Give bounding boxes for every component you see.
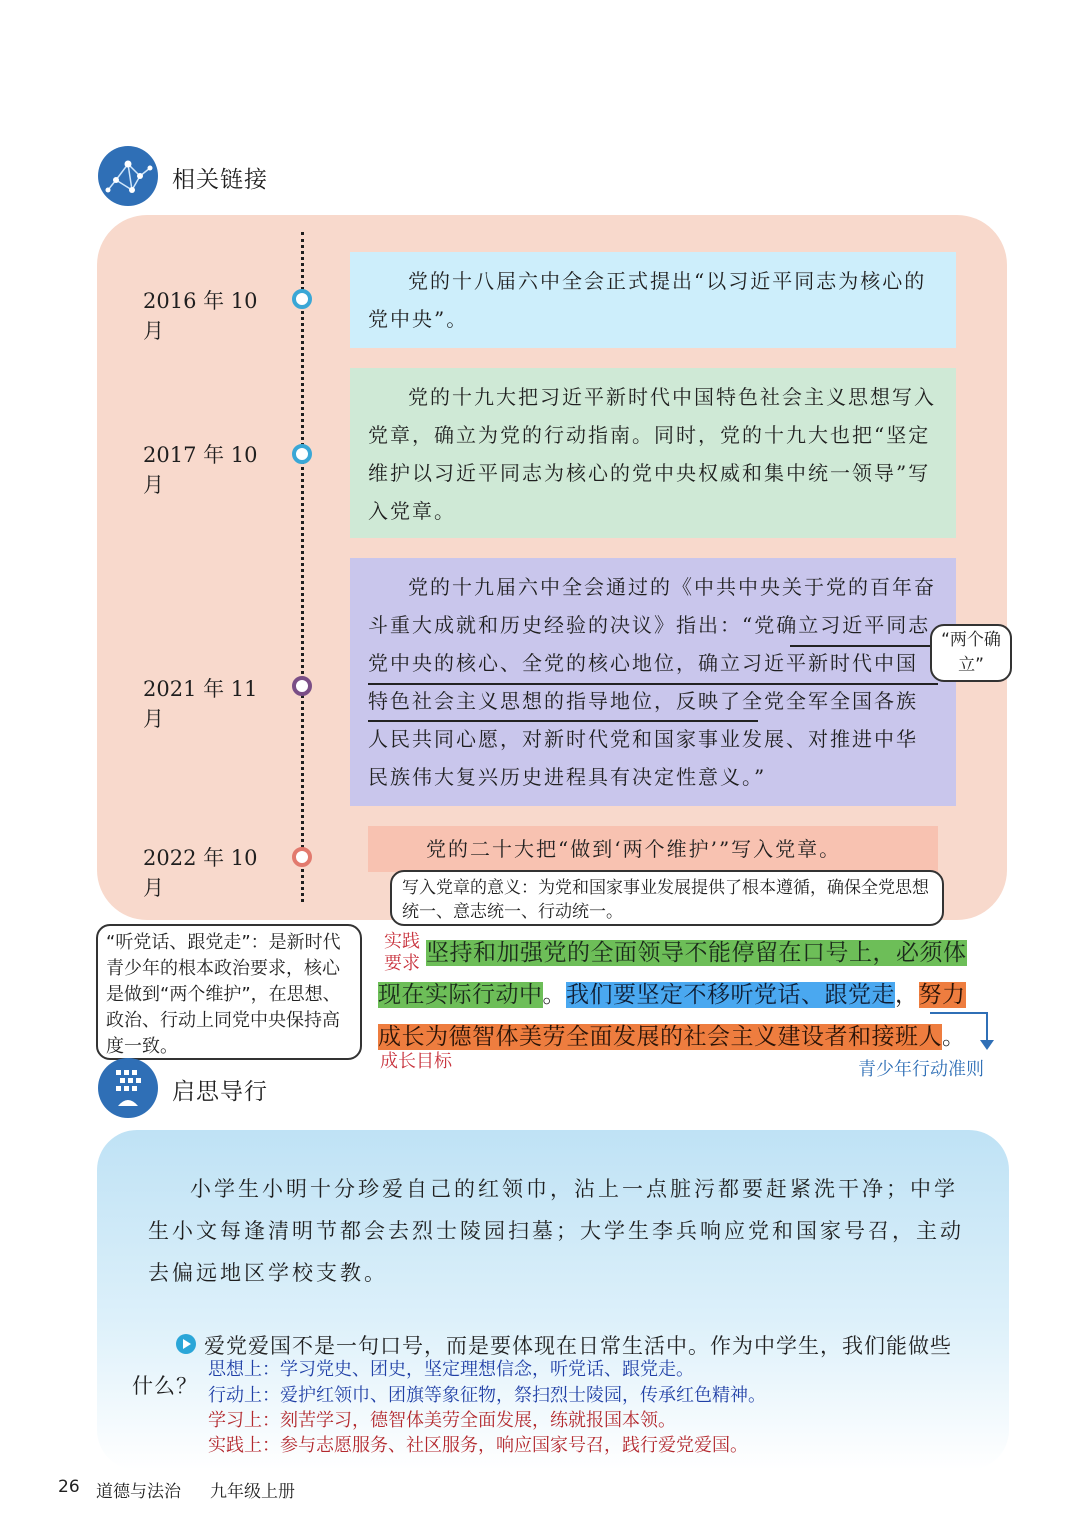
punctuation: 。 (542, 982, 566, 1008)
highlight-green: 现在实际行动中 (378, 982, 543, 1008)
practice-line-3 (378, 1020, 966, 1054)
answer-study: 学习上：刻苦学习，德智体美劳全面发展，练就报国本领。 (208, 1410, 676, 1431)
practice-label: 实践要求 (384, 931, 420, 974)
timeline-dot-4 (292, 847, 312, 867)
timeline-box-3: 党的十九届六中全会通过的《中共中央关于党的百年奋斗重大成就和历史经验的决议》指出：“党确立习近平同志党中央的核心、全党的核心地位，确立习近平新时代中国特色社会主义思想的指导地位，反映了全党全军全国各族人民共同心愿，对新时代党和国家事业发展、对推进中华民族伟大复兴历史进程具有决定性意义。” (350, 558, 956, 806)
practice-line-1 (426, 936, 967, 970)
grade-name: 九年级上册 (210, 1482, 295, 1502)
timeline-box-2: 党的十九大把习近平新时代中国特色社会主义思想写入党章，确立为党的行动指南。同时，党的十九大也把“坚定维护以习近平同志为核心的党中央权威和集中统一领导”写入党章。 (350, 368, 956, 538)
timeline-box-1: 党的十八届六中全会正式提出“以习近平同志为核心的党中央”。 (350, 252, 956, 348)
timeline-date-2: 2017 年 10 月 (143, 443, 258, 497)
play-icon (176, 1334, 196, 1354)
timeline-dot-3 (292, 676, 312, 696)
answer-thought: 思想上：学习党史、团史，坚定理想信念，听党话、跟党走。 (208, 1359, 694, 1380)
timeline-dot-1 (292, 289, 312, 309)
highlight-blue: 我们要坚定不移听党话、跟党走 (566, 982, 895, 1008)
timeline-date-4: 2022 年 10 月 (143, 846, 258, 900)
significance-callout: 写入党章的意义：为党和国家事业发展提供了根本遵循，确保全党思想统一、意志统一、行动统一。 (390, 870, 944, 926)
growth-goal-label: 成长目标 (380, 1051, 452, 1072)
two-establish-callout: “两个确立” (930, 624, 1012, 682)
timeline-line (301, 232, 304, 902)
answer-action: 行动上：爱护红领巾、团旗等象征物，祭扫烈士陵园，传承红色精神。 (208, 1385, 766, 1406)
question-line-2: 什么？ (132, 1374, 198, 1398)
section-title-guide: 启思导行 (172, 1079, 268, 1105)
punctuation: ， (895, 982, 919, 1008)
highlight-orange: 努力 (918, 982, 966, 1008)
timeline-date-1: 2016 年 10 月 (143, 289, 258, 343)
page-number: 26 (58, 1477, 80, 1497)
answer-practice: 实践上：参与志愿服务、社区服务，响应国家号召，践行爱党爱国。 (208, 1435, 748, 1456)
underline-mark (368, 683, 938, 685)
timeline-box-4: 党的二十大把“做到‘两个维护’”写入党章。 (368, 826, 938, 872)
guide-story: 小学生小明十分珍爱自己的红领巾，沾上一点脏污都要赶紧洗干净；中学生小文每逢清明节都会去烈士陵园扫墓；大学生李兵响应党和国家号召，主动去偏远地区学校支教。 (148, 1177, 964, 1285)
arrow-down-icon (980, 1040, 994, 1050)
subject-name: 道德与法治 (96, 1482, 181, 1502)
highlight-orange: 成长为德智体美劳全面发展的社会主义建设者和接班人 (378, 1024, 942, 1050)
punctuation: 。 (942, 1024, 966, 1050)
listen-party-callout: “听党话、跟党走”：是新时代青少年的根本政治要求，核心是做到“两个维护”，在思想、政治、行动上同党中央保持高度一致。 (96, 924, 362, 1060)
highlight-green: 坚持和加强党的全面领导不能停留在口号上，必须体 (426, 940, 967, 966)
underline-mark (790, 645, 940, 647)
underline-mark (368, 720, 758, 722)
lightbulb-icon (98, 1058, 158, 1118)
youth-rule-label: 青少年行动准则 (858, 1059, 984, 1080)
question-line-1: 爱党爱国不是一句口号，而是要体现在日常生活中。作为中学生，我们能做些 (204, 1334, 952, 1358)
practice-line-2 (378, 978, 966, 1012)
section-title-related-links: 相关链接 (172, 167, 268, 193)
network-icon (98, 146, 158, 206)
timeline-dot-2 (292, 444, 312, 464)
timeline-date-3: 2021 年 11 月 (143, 677, 258, 731)
